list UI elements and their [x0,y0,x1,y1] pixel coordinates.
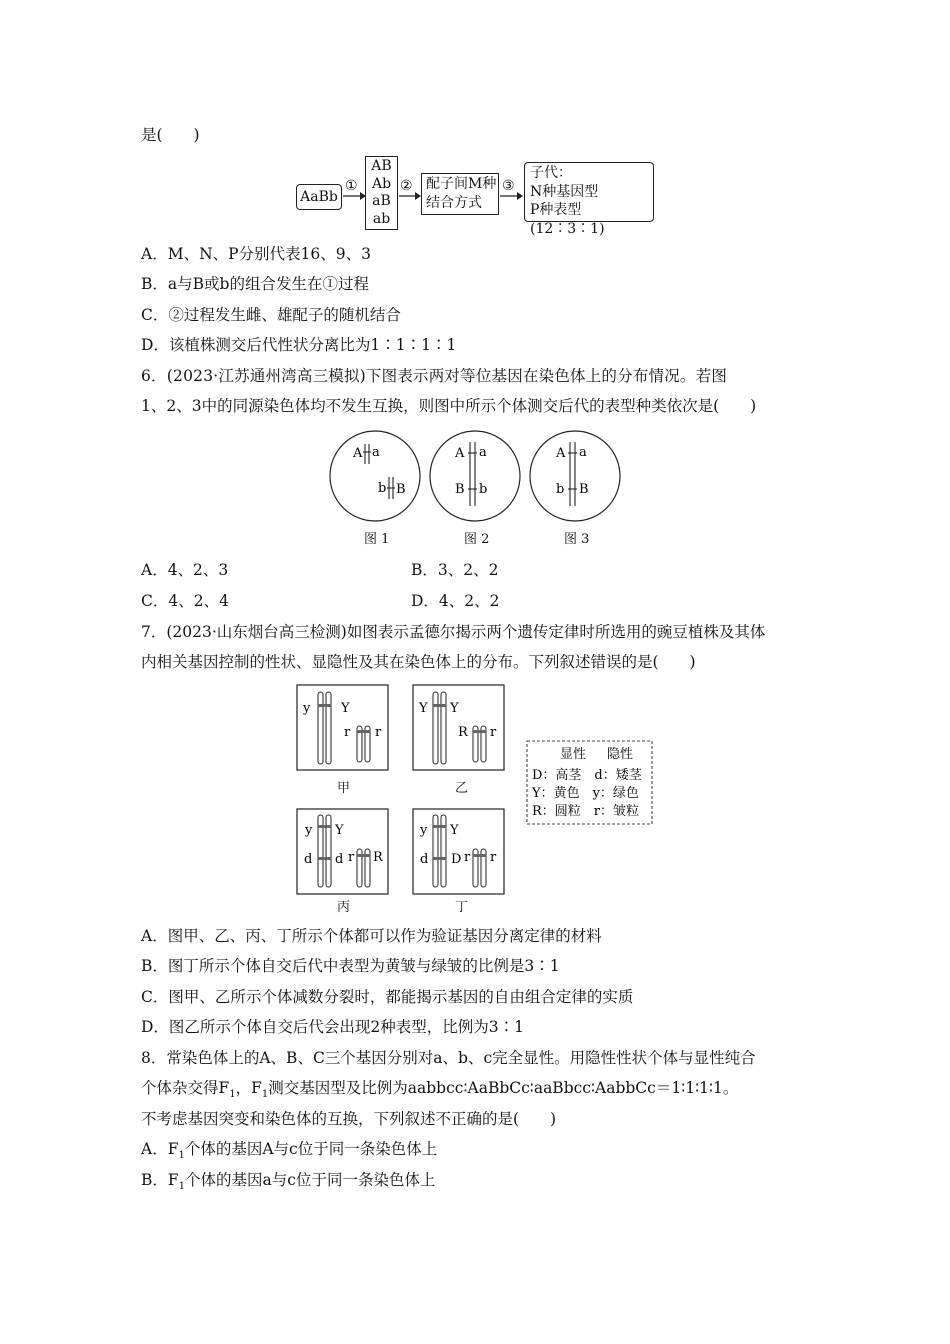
flow-step3: ③ [502,178,515,194]
ding-gene-y: y [420,823,428,838]
ding-gene-r2: r [490,850,497,865]
ding-gene-D: D [451,852,462,867]
q8-stem-line2 [141,1077,738,1106]
jia-gene-r1: r [344,725,351,740]
fig1-caption: 图 1 [364,532,390,547]
flow-start-label: AaBb [300,189,338,205]
fig2-gene-b: b [479,482,488,497]
q8-sub-2: 1 [261,1089,269,1101]
q5-option-c: C．②过程发生雌、雄配子的随机结合 [141,306,401,324]
fig1-cell [330,431,420,521]
jia-gene-y: y [303,701,311,716]
bing-gene-R: R [373,850,383,865]
q6-option-b: B．3、2、2 [411,561,499,579]
arrow-3 [499,190,525,202]
q5-option-d: D．该植株测交后代性状分离比为1∶1∶1∶1 [141,336,457,354]
q6-option-a: A．4、2、3 [141,561,229,579]
q7-option-c: C．图甲、乙所示个体减数分裂时，都能揭示基因的自由组合定律的实质 [141,988,634,1006]
q7-option-a: A．图甲、乙、丙、丁所示个体都可以作为验证基因分离定律的材料 [141,927,602,945]
q6-stem-line2: 1、2、3中的同源染色体均不发生互换，则图中所示个体测交后代的表型种类依次是( ) [141,397,757,415]
q8-stem-line3: 不考虑基因突变和染色体的互换，下列叙述不正确的是( ) [141,1110,557,1128]
bing-gene-d1: d [304,852,313,867]
q8-stem-line1: 8．常染色体上的A、B、C三个基因分别对a、b、c完全显性。用隐性性状个体与显性纯合 [141,1049,756,1067]
q6-option-c: C．4、2、4 [141,592,229,610]
q8-option-a [141,1138,437,1167]
ding-gene-r1: r [464,850,471,865]
q8-optB-post: 个体的基因a与c位于同一条染色体上 [185,1171,436,1189]
fig2-gene-A: A [455,446,465,461]
q8-stem2-mid: ，F [235,1079,262,1097]
q8-optA-post: 个体的基因A与c位于同一条染色体上 [184,1140,438,1158]
legend-row-d: D：高茎 d：矮茎 [532,768,642,783]
bing-gene-r: r [348,850,355,865]
q7-option-d: D．图乙所示个体自交后代会出现2种表型，比例为3∶1 [141,1018,525,1036]
q8-optB-pre: B．F [141,1171,179,1189]
q5-option-b: B．a与B或b的组合发生在①过程 [141,275,369,293]
fig1-gene-B: B [396,482,406,497]
yi-gene-Y2: Y [450,701,459,716]
flow-end-line3: P种表型(12∶3∶1) [530,202,605,237]
fig2-cell [430,431,520,521]
ding-gene-Y: Y [450,823,459,838]
trait-legend [527,741,652,824]
gamete-ab: ab [372,210,391,227]
fig3-gene-B: B [579,482,589,497]
flow-end-line1: 子代： [530,165,572,181]
q8-option-b [141,1169,435,1198]
q8-optB-sub: 1 [178,1181,186,1193]
panel-bing [297,809,388,894]
panel-yi-caption: 乙 [455,781,469,796]
flow-start-box [296,184,342,210]
flow-step1: ① [345,178,358,194]
legend-header-dominant: 显性 [560,747,587,762]
q6-stem-line1: 6．(2023·江苏通州湾高三模拟)下图表示两对等位基因在染色体上的分布情况。若图 [141,367,728,385]
q8-optA-sub: 1 [178,1150,185,1162]
bing-gene-Y: Y [335,823,344,838]
ding-gene-d: d [420,852,429,867]
fig2-caption: 图 2 [464,532,490,547]
gamete-aB: aB [372,193,391,209]
arrow-2 [398,190,422,202]
fig3-cell [530,431,620,521]
fig2-gene-B: B [455,482,465,497]
q7-stem-line2: 内相关基因控制的性状、显隐性及其在染色体上的分布。下列叙述错误的是( ) [141,653,696,671]
fig3-caption: 图 3 [564,532,590,547]
flow-mid-line2: 结合方式 [426,195,482,211]
bing-gene-d2: d [335,852,344,867]
fig1-gene-A: A [353,446,363,461]
flow-end-line2: N种基因型 [530,183,599,200]
jia-gene-r2: r [375,725,382,740]
q8-stem2-post: 测交基因型及比例为aabbcc∶AaBbCc∶aaBbcc∶AabbCc＝1∶1∶1∶1。 [268,1079,739,1097]
flow-step2: ② [400,178,413,194]
fig2-gene-a: a [479,445,487,460]
fig3-gene-b: b [556,482,565,497]
flow-mid-line1: 配子间M种 [426,176,497,192]
question-tail: 是( ) [141,126,200,144]
flow-end-box [524,162,654,237]
panel-bing-caption: 丙 [337,900,351,915]
legend-row-y: Y：黄色 y：绿色 [532,786,639,801]
yi-gene-R: R [458,725,468,740]
jia-gene-Y: Y [341,701,350,716]
panel-ding [413,809,504,894]
panel-ding-caption: 丁 [455,900,469,915]
q8-optA-pre: A．F [141,1140,179,1158]
q6-option-d: D．4、2、2 [411,592,500,610]
q7-option-b: B．图丁所示个体自交后代中表型为黄皱与绿皱的比例是3∶1 [141,957,560,975]
gamete-Ab: Ab [371,175,392,192]
yi-gene-r: r [490,725,497,740]
q7-figures [294,682,656,914]
fig1-gene-b: b [378,481,387,496]
legend-row-r: R：圆粒 r：皱粒 [532,804,640,819]
q5-option-a: A．M、N、P分别代表16、9、3 [141,245,372,263]
bing-gene-y: y [305,823,313,838]
q7-stem-line1: 7．(2023·山东烟台高三检测)如图表示孟德尔揭示两个遗传定律时所选用的豌豆植株及其体 [141,623,766,641]
yi-gene-Y1: Y [419,701,428,716]
panel-yi [413,685,504,770]
q6-figures [325,430,625,522]
legend-header-recessive: 隐性 [607,747,634,762]
flow-mid-box [421,173,499,215]
q8-stem2-pre: 个体杂交得F [141,1079,230,1097]
panel-jia-caption: 甲 [337,781,351,796]
fig3-gene-a: a [579,445,587,460]
fig1-gene-a: a [372,445,380,460]
q8-sub-1: 1 [229,1089,236,1101]
gametes-box [365,156,398,230]
panel-jia [297,685,388,770]
arrow-1 [342,190,366,202]
fig3-gene-A: A [556,446,566,461]
gamete-AB: AB [371,158,392,174]
